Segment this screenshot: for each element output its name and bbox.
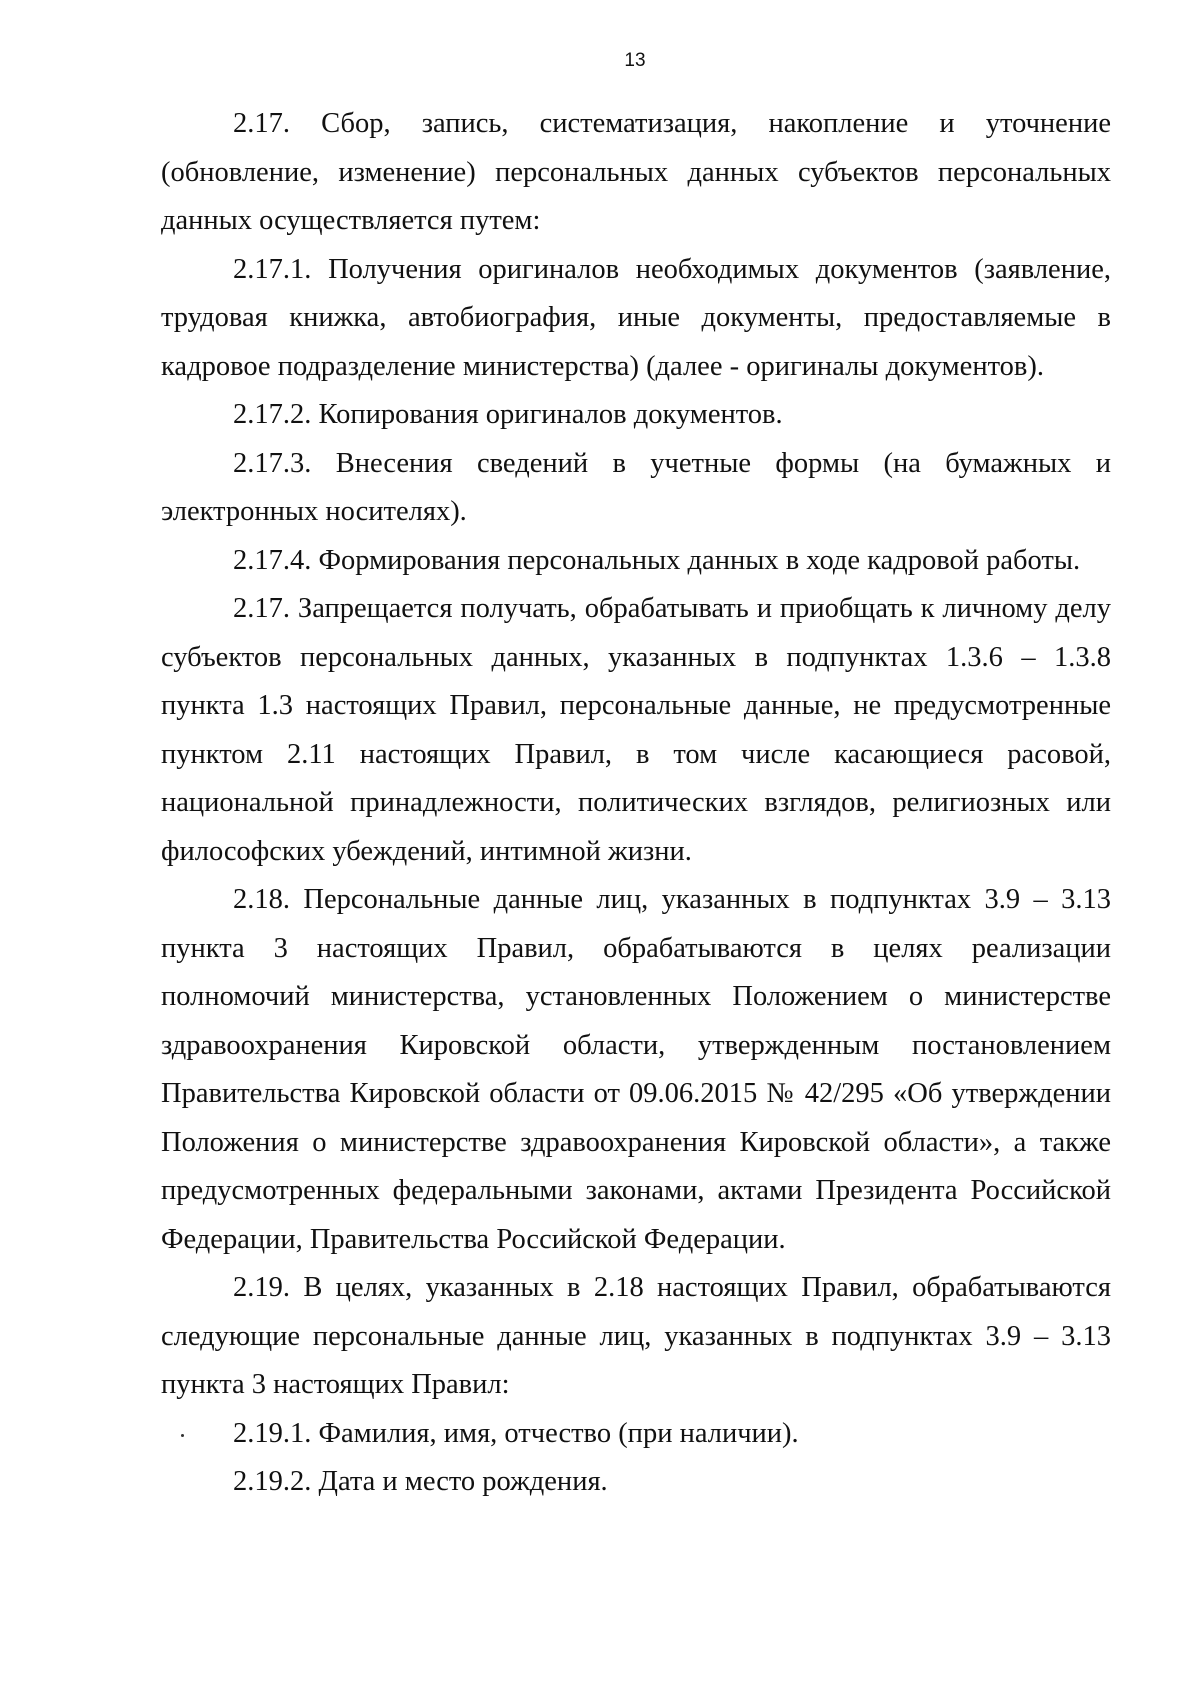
paragraph-2-19-2: 2.19.2. Дата и место рождения. [233,1466,608,1497]
paragraph-2-19: 2.19. В целях, указанных в 2.18 настоящих Правил, обрабатываются следующие персональные данные лиц, указанных в подпунктах 3.9 – 3.13 пункта 3 настоящих Правил: [161,1272,1111,1400]
paragraph-2-19-1: 2.19.1. Фамилия, имя, отчество (при наличии). [233,1417,799,1449]
paragraph-2-17-4: 2.17.4. Формирования персональных данных в ходе кадровой работы. [233,544,1081,576]
paragraph-2-17-1: 2.17.1. Получения оригиналов необходимых документов (заявление, трудовая книжка, автобиография, иные документы, предоставляемые в кадровое подразделение министерства) (далее - оригиналы документов). [161,253,1111,382]
paragraph-2-18: 2.18. Персональные данные лиц, указанных в подпунктах 3.9 – 3.13 пункта 3 настоящих Правил, обрабатываются в целях реализации полномочий министерства, установленных Положением о министерстве здравоохранения Кировской области, утвержденным постановлением Правительства Кировской области от 09.06.2015 № 42/295 «Об утверждении Положения о министерстве здравоохранения Кировской области», а также предусмотренных федеральными законами, актами Президента Российской Федерации, Правительства Российской Федерации. [161,884,1111,1255]
paragraph-2-17-intro: 2.17. Сбор, запись, систематизация, накопление и уточнение (обновление, изменение) персональных данных субъектов персональных данных осуществляется путем: [161,108,1111,236]
paragraph-2-17-2: 2.17.2. Копирования оригиналов документов. [233,399,783,430]
paragraph-2-17-3: 2.17.3. Внесения сведений в учетные формы (на бумажных и электронных носителях). [161,447,1111,527]
page-number: 13 [624,50,646,71]
paragraph-2-17-prohibition: 2.17. Запрещается получать, обрабатывать и приобщать к личному делу субъектов персональных данных, указанных в подпунктах 1.3.6 – 1.3.8 пункта 1.3 настоящих Правил, персональные данные, не предусмотренные пунктом 2.11 настоящих Правил, в том числе касающиеся расовой, национальной принадлежности, политических взглядов, религиозных или философских убеждений, интимной жизни. [161,593,1111,867]
document-body [161,100,1111,1507]
scan-dot-mark [181,1434,184,1437]
